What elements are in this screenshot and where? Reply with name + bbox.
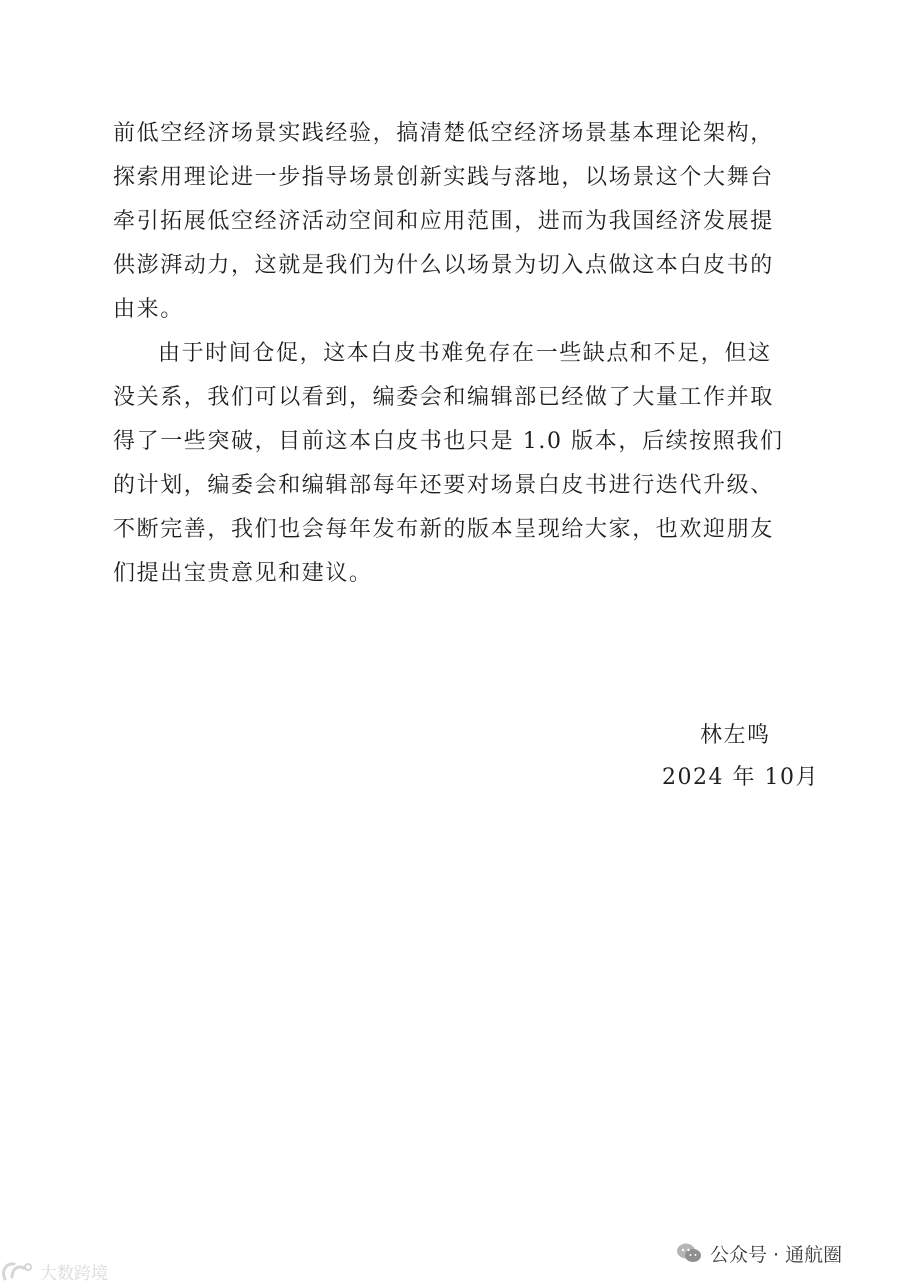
paragraph-line: 没关系，我们可以看到，编委会和编辑部已经做了大量工作并取 [113, 385, 774, 410]
signature-name: 林左鸣 [700, 723, 771, 748]
paragraph-line: 探索用理论进一步指导场景创新实践与落地，以场景这个大舞台 [113, 165, 774, 190]
paragraph-line: 的计划，编委会和编辑部每年还要对场景白皮书进行迭代升级、 [113, 473, 774, 498]
paragraph-line: 不断完善，我们也会每年发布新的版本呈现给大家，也欢迎朋友 [113, 517, 774, 542]
watermark-text: 大数跨境 [40, 1263, 108, 1284]
source-label: 公众号 · 通航圈 [710, 1243, 843, 1266]
paragraph-line: 牵引拓展低空经济活动空间和应用范围，进而为我国经济发展提 [113, 209, 774, 234]
signature-date: 2024 年 10月 [662, 765, 819, 790]
paragraph-line: 由于时间仓促，这本白皮书难免存在一些缺点和不足，但这 [158, 341, 772, 366]
wechat-icon [676, 1241, 702, 1265]
paragraph-line: 们提出宝贵意见和建议。 [113, 561, 373, 586]
paragraph-line: 前低空经济场景实践经验，搞清楚低空经济场景基本理论架构， [113, 121, 774, 146]
paragraph-line: 得了一些突破，目前这本白皮书也只是 1.0 版本，后续按照我们 [113, 429, 784, 454]
watermark [0, 1258, 108, 1284]
watermark-logo [0, 1259, 36, 1283]
paragraph-line: 供澎湃动力，这就是我们为什么以场景为切入点做这本白皮书的 [113, 253, 774, 278]
paragraph-line: 由来。 [113, 297, 184, 322]
source-footer [676, 1236, 842, 1270]
